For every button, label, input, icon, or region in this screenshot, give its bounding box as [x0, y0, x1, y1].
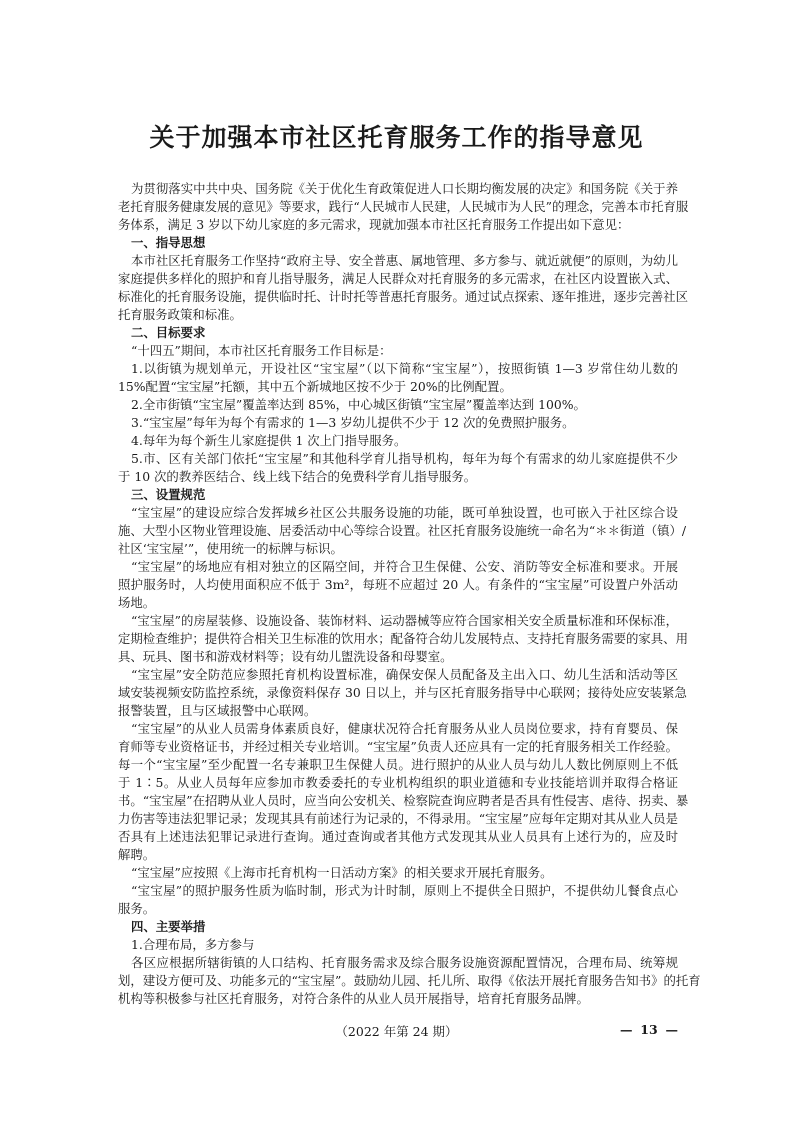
- text-line: 本市社区托育服务工作坚持“政府主导、安全普惠、属地管理、多方参与、就近就便”的原则，为幼儿: [131, 253, 678, 268]
- section-heading: 三、设置规范: [131, 487, 206, 502]
- text-line: 于 10 次的教养医结合、线上线下结合的免费科学育儿指导服务。: [118, 469, 477, 484]
- text-line: 解聘。: [118, 847, 156, 862]
- text-line: “宝宝屋”应按照《上海市托育机构一日活动方案》的相关要求开展托育服务。: [131, 865, 553, 880]
- text-line: 1.以街镇为规划单元，开设社区“宝宝屋”（以下简称“宝宝屋”），按照街镇 1—3 岁常住幼儿数的: [131, 361, 678, 376]
- text-line: 5.市、区有关部门依托“宝宝屋”和其他科学育儿指导机构，每年为每个有需求的幼儿家庭提供不少: [131, 451, 678, 466]
- text-line: 育师等专业资格证书，并经过相关专业培训。“宝宝屋”负责人还应具有一定的托育服务相关工作经验。: [118, 739, 678, 754]
- document-body: [118, 180, 701, 1008]
- text-line: 2.全市街镇“宝宝屋”覆盖率达到 85%，中心城区街镇“宝宝屋”覆盖率达到 100%。: [131, 397, 586, 412]
- text-line: “宝宝屋”的建设应综合发挥城乡社区公共服务设施的功能，既可单独设置，也可嵌入于社区综合设: [131, 505, 678, 520]
- text-line: 具、玩具、图书和游戏材料等；设有幼儿盥洗设备和母婴室。: [118, 649, 453, 664]
- document-title: 关于加强本市社区托育服务工作的指导意见: [149, 123, 644, 152]
- text-line: 15%配置“宝宝屋”托额，其中五个新城地区按不少于 20%的比例配置。: [118, 379, 512, 394]
- text-line: 社区‘宝宝屋’”，使用统一的标牌与标识。: [118, 541, 343, 556]
- text-line: 各区应根据所辖街镇的人口结构、托育服务需求及综合服务设施资源配置情况，合理布局、统筹规: [131, 955, 678, 970]
- text-line: 1.合理布局，多方参与: [131, 937, 255, 952]
- section-heading: 一、指导思想: [131, 235, 206, 250]
- text-line: 定期检查维护；提供符合相关卫生标准的饮用水；配备符合幼儿发展特点、支持托育服务需要的家具、用: [118, 631, 688, 646]
- section-heading: 四、主要举措: [131, 919, 206, 934]
- text-line: “宝宝屋”的场地应有相对独立的区隔空间，并符合卫生保健、公安、消防等安全标准和要求。开展: [131, 559, 678, 574]
- text-line: “宝宝屋”安全防范应参照托育机构设置标准，确保安保人员配备及主出入口、幼儿生活和活动等区: [131, 667, 678, 682]
- text-line: 报警装置，且与区域报警中心联网。: [118, 703, 317, 718]
- text-line: 4.每年为每个新生儿家庭提供 1 次上门指导服务。: [131, 433, 407, 448]
- section-heading: 二、目标要求: [131, 325, 206, 340]
- text-line: 每一个“宝宝屋”至少配置一名专兼职卫生保健人员。进行照护的从业人员与幼儿人数比例原则上不低: [118, 757, 678, 772]
- text-line: 机构等积极参与社区托育服务，对符合条件的从业人员开展指导，培育托育服务品牌。: [118, 991, 589, 1006]
- text-line: 服务。: [118, 901, 156, 916]
- text-line: 标准化的托育服务设施，提供临时托、计时托等普惠托育服务。通过试点探索、逐年推进，逐步完善社区: [118, 289, 688, 304]
- text-line: “宝宝屋”的照护服务性质为临时制，形式为计时制，原则上不提供全日照护，不提供幼儿餐食点心: [131, 883, 678, 898]
- issue-label: （2022 年第 24 期）: [335, 1024, 458, 1039]
- text-line: “宝宝屋”的从业人员需身体素质良好，健康状况符合托育服务从业人员岗位要求，持有育婴员、保: [131, 721, 678, 736]
- text-line: 家庭提供多样化的照护和育儿指导服务，满足人民群众对托育服务的多元需求，在社区内设置嵌入式、: [118, 271, 678, 286]
- text-line: 划，建设方便可及、功能多元的“宝宝屋”。鼓励幼儿园、托儿所、取得《依法开展托育服务告知书》的托育: [118, 973, 701, 988]
- text-line: 力伤害等违法犯罪记录；发现其具有前述行为记录的，不得录用。“宝宝屋”应每年定期对其从业人员是: [118, 811, 678, 826]
- text-line: 场地。: [118, 595, 156, 610]
- text-line: 3.“宝宝屋”每年为每个有需求的 1—3 岁幼儿提供不少于 12 次的免费照护服务。: [131, 415, 575, 430]
- text-line: 务体系，满足 3 岁以下幼儿家庭的多元需求，现就加强本市社区托育服务工作提出如下意见：: [118, 217, 630, 232]
- text-line: 域安装视频安防监控系统，录像资料保存 30 日以上，并与区托育服务指导中心联网；接待处应安装紧急: [118, 685, 687, 700]
- text-line: 照护服务时，人均使用面积应不低于 3m²，每班不应超过 20 人。有条件的“宝宝屋”可设置户外活动: [118, 577, 678, 592]
- text-line: 否具有上述违法犯罪记录进行查询。通过查询或者其他方式发现其从业人员具有上述行为的，应及时: [118, 829, 678, 844]
- text-line: “十四五”期间，本市社区托育服务工作目标是：: [131, 343, 392, 358]
- text-line: 为贯彻落实中共中央、国务院《关于优化生育政策促进人口长期均衡发展的决定》和国务院《关于养: [131, 181, 678, 196]
- text-line: 托育服务政策和标准。: [118, 307, 242, 322]
- text-line: 于 1∶5。从业人员每年应参加市教委委托的专业机构组织的职业道德和专业技能培训并取得合格证: [118, 775, 678, 790]
- text-line: 施、大型小区物业管理设施、居委活动中心等综合设置。社区托育服务设施统一命名为“＊＊街道（镇）/: [118, 523, 687, 538]
- text-line: 书。“宝宝屋”在招聘从业人员时，应当向公安机关、检察院查询应聘者是否具有性侵害、虐待、拐卖、暴: [118, 793, 689, 808]
- page-number: — 13 —: [620, 1022, 678, 1037]
- text-line: 老托育服务健康发展的意见》等要求，践行“人民城市人民建，人民城市为人民”的理念，完善本市托育服: [118, 199, 689, 214]
- text-line: “宝宝屋”的房屋装修、设施设备、装饰材料、运动器械等应符合国家相关安全质量标准和环保标准，: [131, 613, 678, 628]
